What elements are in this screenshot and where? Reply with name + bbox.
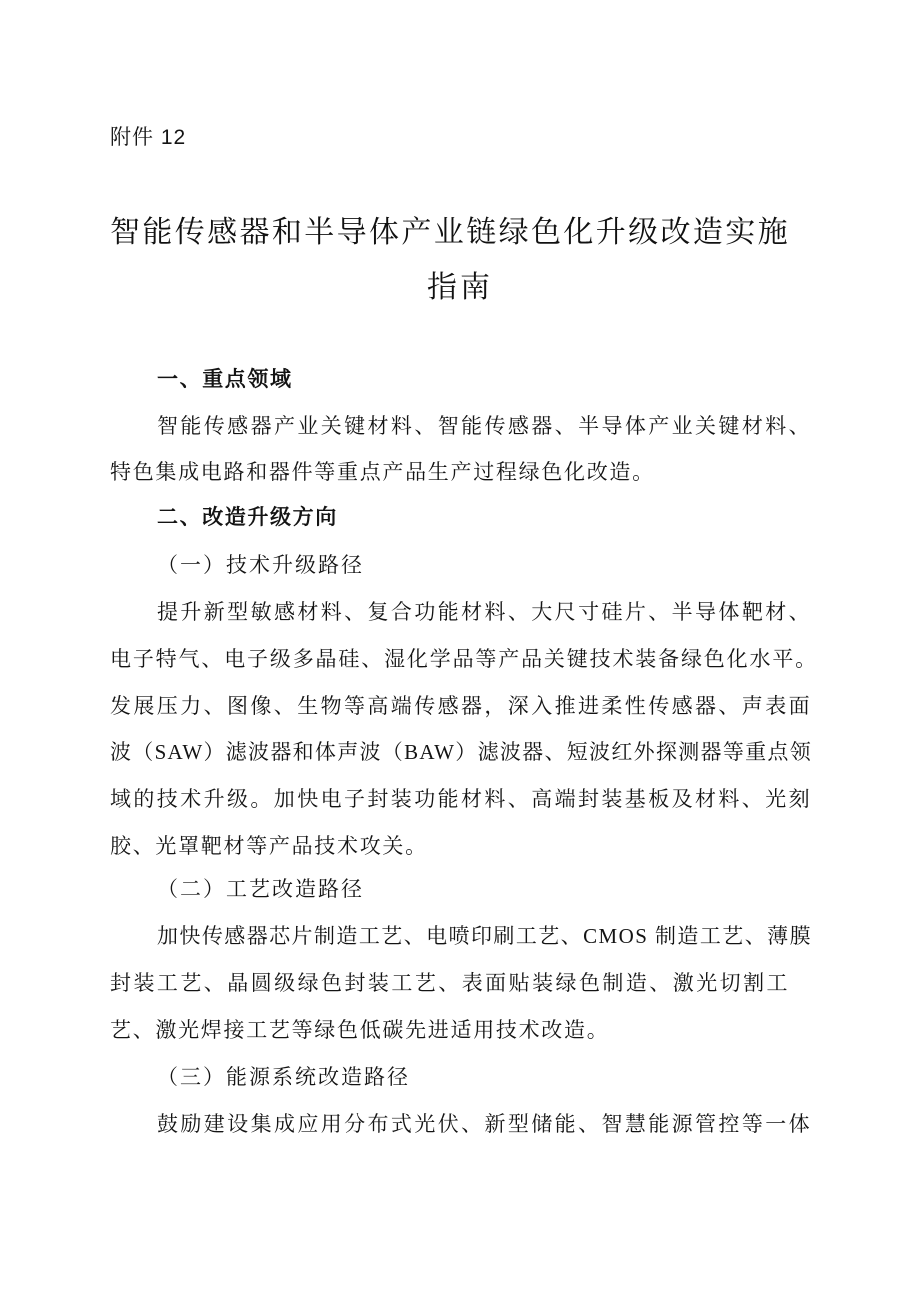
paragraph-line: 波（SAW）滤波器和体声波（BAW）滤波器、短波红外探测器等重点领 [110,740,812,764]
paragraph-line: 域的技术升级。加快电子封装功能材料、高端封装基板及材料、光刻 [110,787,812,811]
attachment-label: 附件 12 [110,126,187,149]
paragraph-line: 电子特气、电子级多晶硅、湿化学品等产品关键技术装备绿色化水平。 [110,647,818,671]
paragraph-line: 胶、光罩靶材等产品技术攻关。 [110,834,428,858]
paragraph-line: 鼓励建设集成应用分布式光伏、新型储能、智慧能源管控等一体 [157,1112,812,1136]
subsection-heading-energy-path: （三）能源系统改造路径 [157,1065,410,1089]
section-heading-upgrade-directions: 二、改造升级方向 [157,506,338,529]
subsection-heading-technology-path: （一）技术升级路径 [157,553,364,577]
paragraph-line: 提升新型敏感材料、复合功能材料、大尺寸硅片、半导体靶材、 [157,600,812,624]
section-heading-key-areas: 一、重点领域 [157,368,293,391]
document-title-line-2: 指南 [427,270,493,305]
subsection-heading-process-path: （二）工艺改造路径 [157,877,364,901]
paragraph-line: 特色集成电路和器件等重点产品生产过程绿色化改造。 [110,460,655,484]
document-title-line-1: 智能传感器和半导体产业链绿色化升级改造实施 [110,215,790,250]
paragraph-line: 发展压力、图像、生物等高端传感器，深入推进柔性传感器、声表面 [110,694,812,718]
paragraph-line: 封装工艺、晶圆级绿色封装工艺、表面贴装绿色制造、激光切割工 [110,971,790,995]
paragraph-line: 智能传感器产业关键材料、智能传感器、半导体产业关键材料、 [157,414,812,438]
paragraph-line: 艺、激光焊接工艺等绿色低碳先进适用技术改造。 [110,1018,610,1042]
paragraph-line: 加快传感器芯片制造工艺、电喷印刷工艺、CMOS 制造工艺、薄膜 [157,924,812,948]
